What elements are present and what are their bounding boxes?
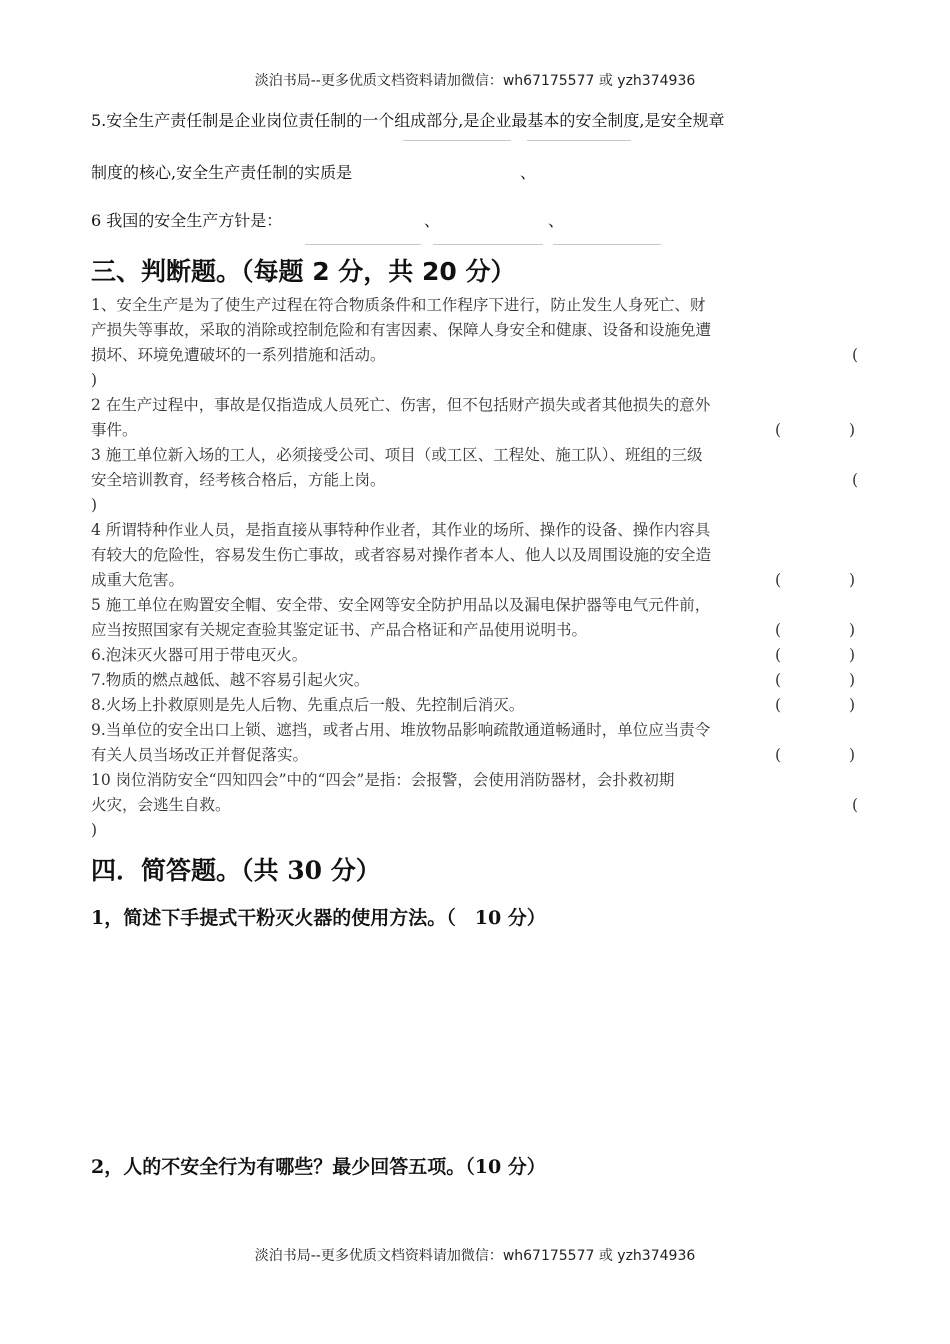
q5-line1: 5.安全生产责任制是企业岗位责任制的一个组成部分,是企业最基本的安全制度,是安全规章 bbox=[91, 111, 725, 130]
judgment-item-2-line-2: 事件。 bbox=[91, 421, 138, 439]
short-answer-q2-answer-area[interactable] bbox=[91, 1188, 861, 1238]
judgment-item-5-line-1: 5 施工单位在购置安全帽、安全带、安全网等安全防护用品以及漏电保护器等电气元件前， bbox=[91, 596, 711, 614]
q6-blank-3[interactable] bbox=[553, 244, 661, 245]
page-header: 淡泊书局--更多优质文档资料请加微信：wh67175577 或 yzh374936 bbox=[254, 73, 696, 89]
judgment-item-3-answer-open[interactable]: ( bbox=[852, 471, 859, 489]
judgment-item-10-answer-close: ) bbox=[91, 821, 98, 839]
judgment-item-6-answer[interactable]: ( ) bbox=[775, 646, 855, 664]
judgment-item-1-answer-close: ) bbox=[91, 371, 98, 389]
short-answer-q1-answer-area[interactable] bbox=[91, 940, 861, 1140]
q5-blank-2[interactable] bbox=[527, 140, 631, 141]
q6-line: 6 我国的安全生产方针是： bbox=[91, 211, 283, 230]
q6-separator-1: 、 bbox=[424, 211, 441, 230]
judgment-item-2-answer[interactable]: ( ) bbox=[775, 421, 855, 439]
judgment-item-10-line-2: 火灾，会逃生自救。 bbox=[91, 796, 231, 814]
judgment-item-4-answer[interactable]: ( ) bbox=[775, 571, 855, 589]
page-footer: 淡泊书局--更多优质文档资料请加微信：wh67175577 或 yzh374936 bbox=[254, 1248, 696, 1264]
judgment-item-9-line-2: 有关人员当场改正并督促落实。 bbox=[91, 746, 309, 764]
judgment-item-9-answer[interactable]: ( ) bbox=[775, 746, 855, 764]
section4-title: 四．简答题。（共 30 分） bbox=[91, 856, 381, 885]
q6-blank-2[interactable] bbox=[433, 244, 543, 245]
q6-blank-1[interactable] bbox=[305, 244, 421, 245]
judgment-item-3-line-2: 安全培训教育，经考核合格后，方能上岗。 bbox=[91, 471, 386, 489]
judgment-item-4-line-1: 4 所谓特种作业人员，是指直接从事特种作业者，其作业的场所、操作的设备、操作内容具 bbox=[91, 521, 711, 539]
judgment-item-10-line-1: 10 岗位消防安全“四知四会”中的“四会”是指：会报警，会使用消防器材，会扑救初期 bbox=[91, 771, 675, 789]
judgment-item-3-answer-close: ) bbox=[91, 496, 98, 514]
q6-separator-2: 、 bbox=[548, 211, 565, 230]
judgment-item-6-line-1: 6.泡沫灭火器可用于带电灭火。 bbox=[91, 646, 308, 664]
short-answer-q2: 2，人的不安全行为有哪些？最少回答五项。（10 分） bbox=[91, 1156, 546, 1178]
judgment-item-1-line-2: 产损失等事故，采取的消除或控制危险和有害因素、保障人身安全和健康、设备和设施免遭 bbox=[91, 321, 712, 339]
judgment-item-5-answer[interactable]: ( ) bbox=[775, 621, 855, 639]
judgment-item-8-line-1: 8.火场上扑救原则是先人后物、先重点后一般、先控制后消灭。 bbox=[91, 696, 525, 714]
judgment-item-7-answer[interactable]: ( ) bbox=[775, 671, 855, 689]
q5-separator: 、 bbox=[520, 163, 537, 182]
judgment-item-5-line-2: 应当按照国家有关规定查验其鉴定证书、产品合格证和产品使用说明书。 bbox=[91, 621, 588, 639]
short-answer-q1: 1，简述下手提式干粉灭火器的使用方法。（ 10 分） bbox=[91, 907, 546, 929]
judgment-item-10-answer-open[interactable]: ( bbox=[852, 796, 859, 814]
judgment-item-1-answer-open[interactable]: ( bbox=[852, 346, 859, 364]
judgment-item-4-line-3: 成重大危害。 bbox=[91, 571, 185, 589]
judgment-item-1-line-3: 损坏、环境免遭破坏的一系列措施和活动。 bbox=[91, 346, 386, 364]
section3-title: 三、判断题。（每题 2 分，共 20 分） bbox=[91, 257, 516, 286]
judgment-item-1-line-1: 1、安全生产是为了使生产过程在符合物质条件和工作程序下进行，防止发生人身死亡、财 bbox=[91, 296, 706, 314]
judgment-item-9-line-1: 9.当单位的安全出口上锁、遮挡，或者占用、堆放物品影响疏散通道畅通时，单位应当责令 bbox=[91, 721, 711, 739]
judgment-item-7-line-1: 7.物质的燃点越低、越不容易引起火灾。 bbox=[91, 671, 370, 689]
judgment-item-8-answer[interactable]: ( ) bbox=[775, 696, 855, 714]
judgment-item-4-line-2: 有较大的危险性，容易发生伤亡事故，或者容易对操作者本人、他人以及周围设施的安全造 bbox=[91, 546, 712, 564]
judgment-item-3-line-1: 3 施工单位新入场的工人，必须接受公司、项目（或工区、工程处、施工队）、班组的三级 bbox=[91, 446, 703, 464]
q5-line2: 制度的核心,安全生产责任制的实质是 bbox=[91, 163, 353, 182]
q5-blank-1[interactable] bbox=[403, 140, 511, 141]
judgment-item-2-line-1: 2 在生产过程中，事故是仅指造成人员死亡、伤害，但不包括财产损失或者其他损失的意外 bbox=[91, 396, 711, 414]
